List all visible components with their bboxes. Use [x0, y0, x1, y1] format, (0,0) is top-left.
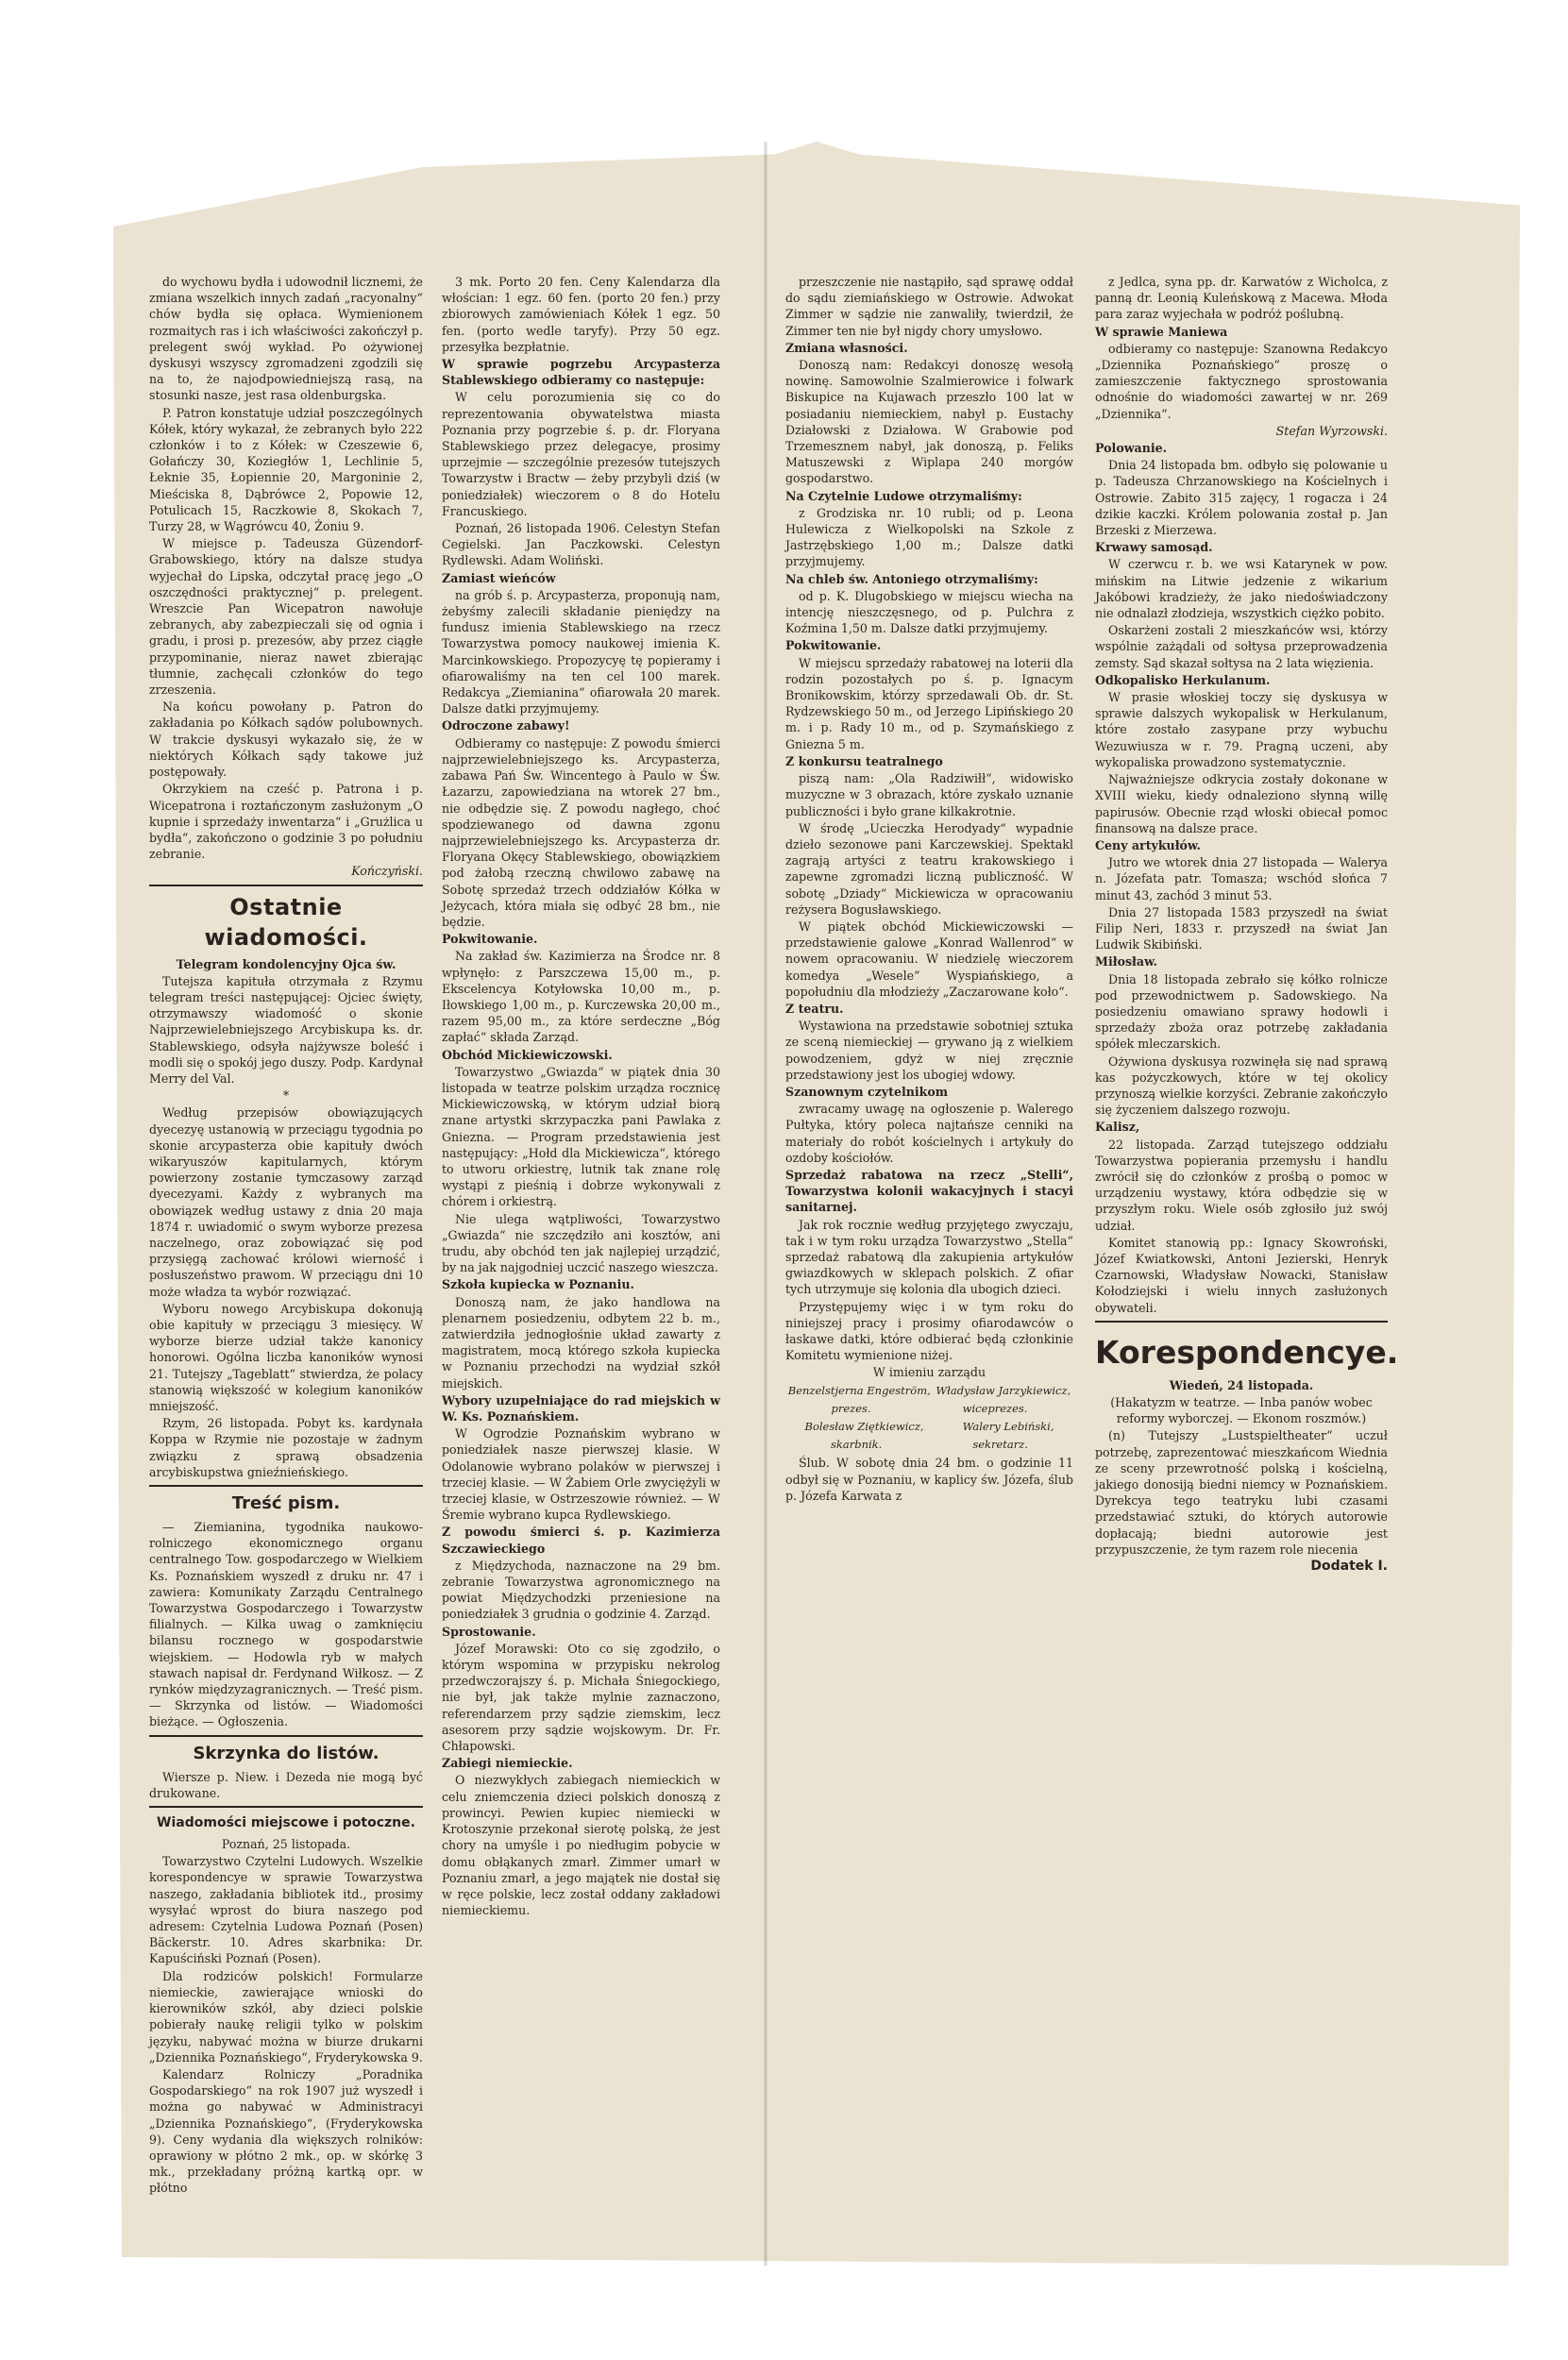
- item-title: Szkoła kupiecka w Poznaniu.: [442, 1277, 634, 1292]
- item-title: Z powodu śmierci ś. p. Kazimierza Szczawieckiego: [442, 1525, 720, 1556]
- article-paragraph: Towarzystwo „Gwiazda“ w piątek dnia 30 listopada w teatrze polskim urządza rocznicę Mickiewiczowską, w którym udział biorą znane artystki skrzypaczka pani Pawlaka z Gniezna. — Program przedstawienia jest następujący: „Hołd dla Mickiewicza“, którego to utworu orkiestrę, lutnik tak znane rolę wystąpi z pieśnią i dobrze wykonywali z chórem i orkiestrą.: [442, 1064, 720, 1209]
- divider: [149, 1806, 423, 1808]
- article-paragraph: P. Patron konstatuje udział poszczególnych Kółek, który wykazał, że zebranych było 222 członków i to z Kółek: w Czeszewie 6, Gołańczy 30, Koziegłów 1, Lechlinie 5, Łeknie 35, Łopiennie 20, Margoninie 2, Mieściska 8, Dąbrówce 2, Popowie 12, Potulicach 15, Raczkowie 8, Skokach 7, Turzy 28, w Wągrówcu 40, Żoniu 9.: [149, 405, 423, 534]
- article-paragraph: Towarzystwo Czytelni Ludowych. Wszelkie korespondencye w sprawie Towarzystwa naszego, zakładania bibliotek itd., prosimy wysyłać wprost do biura naszego pod adresem: Czytelnia Ludowa Poznań (Posen) Bäckerstr. 10. Adres skarbnika: Dr. Kapuściński Poznań (Posen).: [149, 1854, 423, 1966]
- article-paragraph: Wyboru nowego Arcybiskupa dokonują obie kapituły w przeciągu 3 miesięcy. W wyborze bierze udział także kanonicy honorowi. Ogólna liczba kanoników wynosi 21. Tutejszy „Tageblatt“ stwierdza, że polacy stanowią większość w kolegium kanoników mniejszość.: [149, 1301, 423, 1413]
- article-paragraph: Odbieramy co następuje: Z powodu śmierci najprzewielebniejszego ks. Arcypasterza, zabawa Pań Św. Wincentego à Paulo w Św. Łazarzu, zapowiedziana na wtorek 27 bm., nie odbędzie się. Z powodu nagłego, choć spodziewanego od dawna zgonu najprzewielebniejszego ks. Arcypasterza dr. Floryana Okęcy Stablewskiego, obowiązkiem pod żałobą rzeczną chwilowo zabawę na Sobotę sprzedaż trzech oddziałów Kółka w Jeżycach, która miała się odbyć 28 bm., nie będzie.: [442, 735, 720, 929]
- article-paragraph: Ożywiona dyskusya rozwinęła się nad sprawą kas pożyczkowych, które w tej okolicy przynoszą wielkie korzyści. Zebranie zakończyło się życzeniem dalszego rozwoju.: [1095, 1054, 1388, 1118]
- article-paragraph: Komitet stanowią pp.: Ignacy Skowroński, Józef Kwiatkowski, Antoni Jezierski, Henryk Czarnowski, Władysław Nowacki, Stanisław Kołodziejski i wielu innych zasłużonych obywateli.: [1095, 1235, 1388, 1315]
- article-paragraph: zwracamy uwagę na ogłoszenie p. Walerego Pułtyka, który poleca najtańsze cenniki na materiały do robót kościelnych i artykuły do ozdoby kościołów.: [785, 1102, 1073, 1165]
- article-paragraph: W Ogrodzie Poznańskim wybrano w poniedziałek nasze pierwszej klasie. W Odolanowie wybrano polaków w pierwszej i trzeciej klasie. — W Żabiem Orle zwyciężyli w trzeciej klasie, w Ostrzeszowie również. — W Śremie wybrano kupca Rydlewskiego.: [442, 1426, 720, 1523]
- committee-role: skarbnik.: [831, 1438, 883, 1452]
- article-paragraph: do wychowu bydła i udowodnił licznemi, że zmiana wszelkich innych zadań „racyonalny“ chów bydła się opłaca. Wymienionem rozmaitych ras i ich właściwości zakończył p. prelegent swój wykład. Po ożywionej dyskusyi wszyscy zgromadzeni zgodzili się na to, że najodpowiedniejszą rasą, na stosunki nasze, jest rasa oldenburgska.: [149, 275, 423, 403]
- article-paragraph: Wiersze p. Niew. i Dezeda nie mogą być drukowane.: [149, 1769, 423, 1800]
- article-paragraph: na grób ś. p. Arcypasterza, proponują nam, żebyśmy zalecili składanie pieniędzy na fundusz imienia Stablewskiego na rzecz Towarzystwa pomocy naukowej imienia K. Marcinkowskiego. Propozycyę tę popieramy i ofiarowaliśmy na ten cel 100 marek. Redakcya „Ziemianina“ ofiarowała 20 marek. Dalsze datki przyjmujemy.: [442, 587, 720, 716]
- item-title: Zmiana własności.: [785, 340, 908, 355]
- item-title: Telegram kondolencyjny Ojca św.: [176, 956, 396, 971]
- section-heading-correspondence: Korespondencye.: [1095, 1333, 1399, 1371]
- article-paragraph: Przystępujemy więc i w tym roku do niniejszej pracy i prosimy ofiarodawców o łaskawe datki, które odbierać będą członkinie Komitetu wymienione niżej.: [785, 1299, 1073, 1363]
- article-paragraph: Jutro we wtorek dnia 27 listopada — Walerya n. Józefata patr. Tomasza; wschód słońca 7 minut 43, zachód 3 minut 53.: [1095, 855, 1388, 902]
- article-paragraph: 22 listopada. Zarząd tutejszego oddziału Towarzystwa popierania przemysłu i handlu zwrócił się do członków z prośbą o pomoc w urządzeniu wystawy, która odbędzie się w przyszłym roku. Wiele osób zgłosiło już swój udział.: [1095, 1137, 1388, 1233]
- article-paragraph: z Międzychoda, naznaczone na 29 bm. zebranie Towarzystwa agronomicznego na powiat Międzychodzki przeniesione na poniedziałek 3 grudnia o godzinie 4. Zarząd.: [442, 1558, 720, 1622]
- divider: [149, 1735, 423, 1737]
- article-paragraph: W czerwcu r. b. we wsi Katarynek w pow. mińskim na Litwie jedzenie z wikarium Jakóbowi kradzieży, że jako niedoświadczony nie odnalazł złodzieja, wszystkich ciężko pobito.: [1095, 557, 1388, 621]
- committee-names: [785, 1383, 1073, 1399]
- committee-intro: W imieniu zarządu: [872, 1365, 986, 1380]
- article-paragraph: Poznań, 26 listopada 1906. Celestyn Stefan Cegielski. Jan Paczkowski. Celestyn Rydlewski. Adam Woliński.: [442, 521, 720, 568]
- item-title: Kalisz,: [1095, 1120, 1140, 1135]
- item-title: Krwawy samosąd.: [1095, 540, 1213, 555]
- article-paragraph: O niezwykłych zabiegach niemieckich w celu zniemczenia dzieci polskich donoszą z prowincyi. Pewien kupiec niemiecki w Krotoszynie przekonał sierotę polską, że jest chory na umyśle i po niedługim pobycie w domu obłąkanych zmarł. Zimmer umarł w Poznaniu zmarł, a jego majątek nie dostał się w ręce polskie, lecz został oddany zakładowi niemieckiemu.: [442, 1773, 720, 1918]
- article-paragraph: Na końcu powołany p. Patron do zakładania po Kółkach sądów polubownych. W trakcie dyskusyi wykazało się, że w niektórych Kółkach sądy takowe już postępowały.: [149, 700, 423, 780]
- section-heading-contents: Treść pism.: [231, 1493, 341, 1514]
- column-2: [442, 274, 720, 1919]
- article-paragraph: Donoszą nam: Redakcyi donoszę wesołą nowinę. Samowolnie Szalmierowice i folwark Biskupice na Kujawach przeszło 100 lat w posiadaniu niemieckiem, nabył p. Eustachy Działowski z Działowa. W Grabowie pod Trzemesznem nabył, jak donoszą, p. Feliks Matuszewski z Wiplapa 240 morgów gospodarstwo.: [785, 358, 1073, 486]
- committee-role: prezes.: [831, 1401, 871, 1415]
- article-paragraph: Oskarżeni zostali 2 mieszkańców wsi, którzy wspólnie zażądali od sołtysa przeprowadzenia zemsty. Sąd skazał sołtysa na 2 lata więzienia.: [1095, 623, 1388, 670]
- article-paragraph: Nie ulega wątpliwości, Towarzystwo „Gwiazda“ nie szczędziło ani kosztów, ani trudu, aby obchód ten jak najlepiej urządzić, by na jak najgodniej uczcić naszego wieszcza.: [442, 1211, 720, 1275]
- article-paragraph: Na zakład św. Kazimierza na Środce nr. 8 wpłynęło: z Parszczewa 15,00 m., p. Ekscelencya Kotyłowska 10,00 m., p. Iłowskiego 1,00 m., p. Kurczewska 20,00 m., razem 95,00 m., za które serdeczne „Bóg zapłać“ składa Zarząd.: [442, 949, 720, 1045]
- article-paragraph: W środę „Ucieczka Herodyady“ wypadnie dzieło sezonowe pani Karczewskiej. Spektakl zagrają artyści z teatru krakowskiego i zapewne zgromadzi liczną publiczność. W sobotę „Dziady“ Mickiewicza w opracowaniu reżysera Bogusławskiego.: [785, 820, 1073, 917]
- article-paragraph: Ślub. W sobotę dnia 24 bm. o godzinie 11 odbył się w Poznaniu, w kaplicy św. Józefa, ślub p. Józefa Karwata z: [785, 1456, 1073, 1503]
- column-1: [149, 274, 423, 2198]
- article-paragraph: Najważniejsze odkrycia zostały dokonane w XVIII wieku, kiedy odnaleziono słynną willę papirusów. Obecnie rząd włoski obiecał pomoc finansową na dalsze prace.: [1095, 772, 1388, 835]
- signature: Stefan Wyrzowski.: [1275, 423, 1388, 438]
- item-title: Miłosław.: [1095, 954, 1158, 969]
- article-paragraph: 3 mk. Porto 20 fen. Ceny Kalendarza dla włościan: 1 egz. 60 fen. (porto 20 fen.) przy zbiorowych zamówieniach Kółek 1 egz. 50 fen. (porto wedle taryfy). Przy 50 egz. przesyłka bezpłatnie.: [442, 275, 720, 354]
- article-paragraph: W miejsce p. Tadeusza Güzendorf-Grabowskiego, który na dalsze studya wyjechał do Lipska, odczytał pracę jego „O oszczędności praktycznej“ p. prelegent. Wreszcie Pan Wicepatron nawołuje zebranych, aby zabezpieczali się od ognia i gradu, i prosi p. prezesów, aby przez ciągłe przypominanie, nieraz nawet zbierając tłumnie, zachęcali członków do tego zrzeszenia.: [149, 536, 423, 698]
- committee-name: Walery Lebiński,: [962, 1420, 1054, 1434]
- item-title: Z teatru.: [785, 1001, 844, 1016]
- item-title: Ceny artykułów.: [1095, 837, 1201, 852]
- committee-name: Bolesław Ziętkiewicz,: [804, 1420, 924, 1434]
- divider: [1095, 1321, 1388, 1323]
- committee-name: Władysław Jarzykiewicz,: [936, 1383, 1071, 1397]
- article-paragraph: W prasie włoskiej toczy się dyskusya w sprawie dalszych wykopalisk w Herkulanum, które zostało zasypane przy wybuchu Wezuwiusza w r. 79. Pragną uczeni, aby wykopaliska prowadzono systematycznie.: [1095, 690, 1388, 769]
- section-heading-news: Ostatnie wiadomości.: [204, 893, 368, 951]
- committee-role: sekretarz.: [972, 1438, 1028, 1452]
- divider: [149, 1485, 423, 1487]
- item-title: Szanownym czytelnikom: [785, 1084, 949, 1099]
- item-title: Sprzedaż rabatowa na rzecz „Stelli“, Towarzystwa kolonii wakacyjnych i stacyi sanitarnej.: [785, 1167, 1073, 1215]
- article-paragraph: Józef Morawski: Oto co się zgodziło, o którym wspomina w przypisku nekrolog przedwczorajszy ś. p. Michała Śniegockiego, nie był, jak także mylnie zaznaczono, referendarzem przy sądzie ziemskim, lecz asesorem przy sądzie wojskowym. Dr. Fr. Chłapowski.: [442, 1641, 720, 1754]
- article-paragraph: Wystawiona na przedstawie sobotniej sztuka ze sceną niemieckiej — grywano ją z wielkiem powodzeniem, gdyż w niej zręcznie przedstawiony jest los ubogiej wdowy.: [785, 1019, 1073, 1082]
- article-paragraph: Jak rok rocznie według przyjętego zwyczaju, tak i w tym roku urządza Towarzystwo „Stella“ sprzedaż rabatową dla zakupienia artykułów gwiazdkowych w sklepach polskich. Z ofiar tych utrzymuje się kolonia dla ubogich dzieci.: [785, 1217, 1073, 1297]
- item-title: W sprawie pogrzebu Arcypasterza Stablewskiego odbieramy co następuje:: [442, 357, 720, 388]
- item-title: Wybory uzupełniające do rad miejskich w W. Ks. Poznańskiem.: [442, 1392, 720, 1424]
- article-paragraph: Według przepisów obowiązujących dyecezyę ustanowią w przeciągu tygodnia po skonie arcypasterza obie kapituły dwóch wikaryuszów kapitularnych, którym powierzony zostanie tymczasowy zarząd dyecezyami. Każdy z wybranych ma obowiązek według ustawy z dnia 20 maja 1874 r. uwiadomić o swym wyborze prezesa naczelnego, oraz zobowiązać się pod przysięgą zachować królowi wierność i posłuszeństwo prawom. W przeciągu dni 10 może władza ta wybór rozwiązać.: [149, 1105, 423, 1299]
- committee-names: [785, 1419, 1073, 1435]
- article-paragraph: Tutejsza kapituła otrzymała z Rzymu telegram treści następującej: Ojciec święty, otrzymawszy wiadomość o skonie Najprzewielebniejszego Arcybiskupa ks. dr. Stablewskiego, odsyła najżywsze boleść i modli się o spokój jego duszy. Podp. Kardynał Merry del Val.: [149, 973, 423, 1086]
- article-paragraph: przeszczenie nie nastąpiło, sąd sprawę oddał do sądu ziemiańskiego w Ostrowie. Adwokat Zimmer w sądzie nie zanwaliły, twierdził, że Zimmer ten nie był nigdy chory umysłowo.: [785, 275, 1073, 338]
- item-title: Sprostowanie.: [442, 1624, 536, 1639]
- committee-roles: [785, 1401, 1073, 1417]
- center-fold: [764, 142, 767, 2266]
- article-paragraph: — Ziemianina, tygodnika naukowo-rolniczego ekonomicznego organu centralnego Tow. gospodarczego w Wielkiem Ks. Poznańskiem wyszedł z druku nr. 47 i zawiera: Komunikaty Zarządu Centralnego Towarzystwa Gospodarczego i Towarzystw filialnych. — Kilka uwag o zamknięciu bilansu rocznego w gospodarstwie wiejskiem. — Hodowla ryb w małych stawach napisał dr. Ferdynand Wiłkosz. — Z rynków międzyzagranicznych. — Treść pism. — Skrzynka od listów. — Wiadomości bieżące. — Ogłoszenia.: [149, 1520, 423, 1729]
- committee-name: Benzelstjerna Engeström,: [787, 1383, 931, 1397]
- committee-roles: [785, 1437, 1073, 1453]
- dateline: Poznań, 25 listopada.: [221, 1837, 351, 1852]
- item-title: Pokwitowanie.: [442, 932, 538, 947]
- item-title: Zamiast wieńców: [442, 570, 556, 585]
- subtitle: (Hakatyzm w teatrze. — Inba panów wobec reformy wyborczej. — Ekonom roszmów.): [1110, 1395, 1373, 1426]
- item-title: Polowanie.: [1095, 441, 1168, 456]
- article-paragraph: W celu porozumienia się co do reprezentowania obywatelstwa miasta Poznania przy pogrzebie ś. p. dr. Floryana Stablewskiego przez delegacye, prosimy uprzejmie — szczególnie prezesów tutejszych Towarzystw i Bractw — żeby przybyli dziś (w poniedziałek) wieczorem o 8 do Hotelu Francuskiego.: [442, 390, 720, 518]
- separator-star: *: [282, 1088, 290, 1104]
- article-paragraph: Donoszą nam, że jako handlowa na plenarnem posiedzeniu, odbytem 22 b. m., zatwierdziła jednogłośnie układ zawarty z magistratem, mocą którego szkoła kupiecka w Poznaniu przechodzi na wydział szkół miejskich.: [442, 1294, 720, 1391]
- article-paragraph: (n) Tutejszy „Lustspieltheater“ uczuł potrzebę, zaprezentować mieszkańcom Wiednia ze sceny przewrotność polską i kościelną, jakiego donosiją biedni niemcy w Poznańskiem. Dyrekcya tego teatryku lubi czasami przedstawiać sztuki, do których autorowie dopłacają; biedni autorowie jest przypuszczenie, że tym razem role niecenia: [1095, 1428, 1388, 1557]
- item-title: Zabiegi niemieckie.: [442, 1756, 573, 1771]
- item-title: Pokwitowanie.: [785, 638, 882, 653]
- supplement-label: Dodatek I.: [1310, 1559, 1388, 1575]
- item-title: Na Czytelnie Ludowe otrzymaliśmy:: [785, 488, 1022, 503]
- article-paragraph: od p. K. Dlugobskiego w miejscu wiecha na intencję nieszczęsnego, od p. Pulchra z Koźmina 1,50 m. Dalsze datki przyjmujemy.: [785, 588, 1073, 636]
- article-paragraph: Kalendarz Rolniczy „Poradnika Gospodarskiego“ na rok 1907 już wyszedł i można go nabywać w Administracyi „Dziennika Poznańskiego“, (Fryderykowska 9). Ceny wydania dla większych rolników: oprawiony w płótno 2 mk., op. w skórkę 3 mk., przekładany próżną kartką opr. w płótno: [149, 2066, 423, 2196]
- article-paragraph: Rzym, 26 listopada. Pobyt ks. kardynała Koppa w Rzymie nie pozostaje w żadnym związku z sprawą obsadzenia arcybiskupstwa gnieźnieńskiego.: [149, 1416, 423, 1479]
- article-paragraph: Dnia 24 listopada bm. odbyło się polowanie u p. Tadeusza Chrzanowskiego na Kościelnych i Ostrowie. Zabito 315 zajęcy, 1 rogacza i 24 dzikie kaczki. Królem polowania został p. Jan Brzeski z Mierzewa.: [1095, 458, 1388, 538]
- article-paragraph: W miejscu sprzedaży rabatowej na loterii dla rodzin pozostałych po ś. p. Ignacym Bronikowskim, którzy sprzedawali Ob. dr. St. Rydzewskiego 50 m., od Jerzego Lipińskiego 20 m. i p. Rady 10 m., od p. Szymańskiego z Gniezna 5 m.: [785, 655, 1073, 751]
- item-title: Z konkursu teatralnego: [785, 753, 943, 768]
- article-paragraph: Dla rodziców polskich! Formularze niemieckie, zawierające wnioski do kierowników szkół, aby dzieci polskie pobierały naukę religii tylko w polskim języku, nabywać można w biurze drukarni „Dziennika Poznańskiego“, Fryderykowska 9.: [149, 1968, 423, 2065]
- item-title: Obchód Mickiewiczowski.: [442, 1047, 613, 1062]
- article-paragraph: Dnia 18 listopada zebrało się kółko rolnicze pod przewodnictwem p. Sadowskiego. Na posiedzeniu omawiano sprawy hodowli i sprzedaży zboża oraz potrzebę zakładania spółek mleczarskich.: [1095, 971, 1388, 1052]
- article-paragraph: z Jedlca, syna pp. dr. Karwatów z Wicholca, z panną dr. Leonią Kuleńskową z Macewa. Młoda para zaraz wyjechała w podróż poślubną.: [1095, 275, 1388, 322]
- item-title: Odkopalisko Herkulanum.: [1095, 672, 1271, 687]
- column-4: [1095, 274, 1399, 1575]
- item-title: Odroczone zabawy!: [442, 718, 570, 733]
- article-paragraph: Dnia 27 listopada 1583 przyszedł na świat Filip Neri, 1833 r. przyszedł na świat Jan Ludwik Skibiński.: [1095, 904, 1388, 952]
- article-paragraph: W piątek obchód Mickiewiczowski — przedstawienie galowe „Konrad Wallenrod“ w nowem opracowaniu. W niedzielę wieczorem komedya „Wesele“ Wyspiańskiego, a popołudniu dla młodzieży „Zaczarowane koło“.: [785, 919, 1073, 999]
- dateline: Wiedeń, 24 listopada.: [1169, 1377, 1314, 1392]
- committee-role: wiceprezes.: [962, 1401, 1028, 1415]
- section-heading-local: Wiadomości miejscowe i potoczne.: [157, 1815, 415, 1831]
- article-paragraph: odbieramy co następuje: Szanowna Redakcyo „Dziennika Poznańskiego“ proszę o zamieszczenie faktycznego sprostowania odnośnie do wiadomości zawartej w nr. 269 „Dziennika“.: [1095, 341, 1388, 421]
- item-title: W sprawie Maniewa: [1095, 324, 1228, 339]
- article-paragraph: Okrzykiem na cześć p. Patrona i p. Wicepatrona i roztańczonym zasłużonym „O kupnie i sprzedaży inwentarza“ i „Grużlica u bydła“, zakończono o godzinie 3 po południu zebranie.: [149, 782, 423, 862]
- column-3: [785, 274, 1073, 1505]
- article-paragraph: z Grodziska nr. 10 rubli; od p. Leona Hulewicza z Wielkopolski na Szkole z Jastrzębskiego 1,00 m.; Dalsze datki przyjmujemy.: [785, 505, 1073, 569]
- signature: Kończyński.: [351, 864, 423, 879]
- article-paragraph: piszą nam: „Ola Radziwiłł“, widowisko muzyczne w 3 obrazach, które zyskało uznanie publiczności i było grane kilkakrotnie.: [785, 771, 1073, 818]
- divider: [149, 885, 423, 886]
- section-heading-mailbox: Skrzynka do listów.: [193, 1743, 379, 1763]
- item-title: Na chleb św. Antoniego otrzymaliśmy:: [785, 571, 1038, 586]
